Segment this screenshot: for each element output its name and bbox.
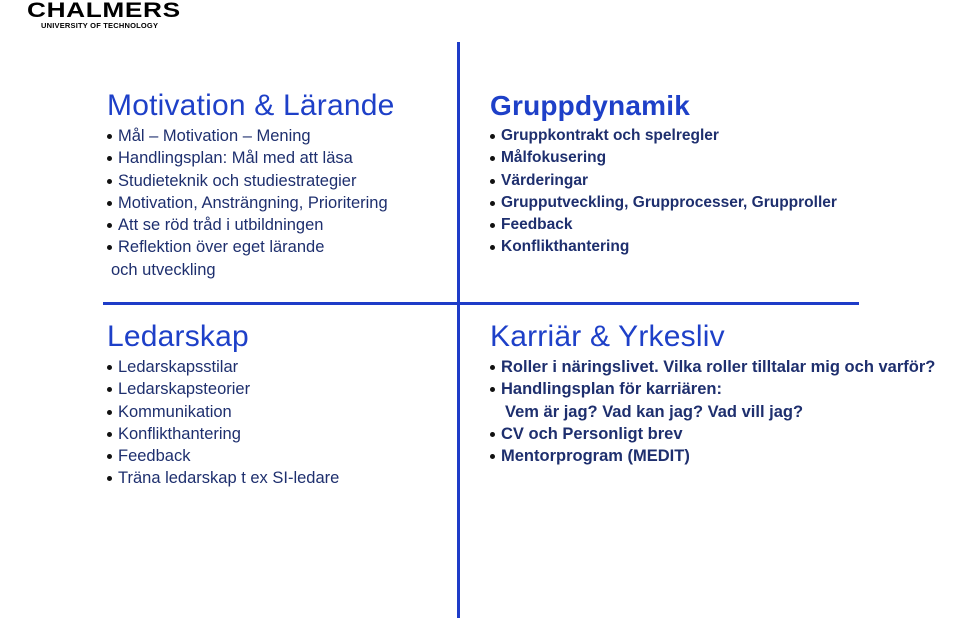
quadrant-title: Ledarskap: [107, 320, 249, 353]
horizontal-divider: [103, 302, 859, 305]
list-item: Handlingsplan: Mål med att läsa: [107, 147, 395, 169]
list-item: Ledarskapsstilar: [107, 356, 339, 378]
quadrant-title: Gruppdynamik: [490, 90, 690, 121]
vertical-divider: [457, 42, 460, 618]
quadrant-motivation: [107, 89, 395, 281]
list-item: Roller i näringslivet. Vilka roller tilltalar mig och varför?: [490, 356, 935, 378]
quadrant-title: Motivation & Lärande: [107, 89, 395, 122]
bullet-list: [107, 125, 395, 281]
quadrant-gruppdynamik: [490, 89, 837, 259]
list-item: CV och Personligt brev: [490, 423, 935, 445]
list-item: Mentorprogram (MEDIT): [490, 445, 935, 467]
list-item: Konflikthantering: [107, 423, 339, 445]
list-item: Feedback: [490, 214, 837, 236]
bullet-list: [107, 356, 339, 490]
quadrant-karriar: [490, 320, 935, 467]
list-item: Värderingar: [490, 170, 837, 192]
list-item-continuation: och utveckling: [111, 260, 216, 279]
list-item: Feedback: [107, 445, 339, 467]
list-item: Studieteknik och studiestrategier: [107, 170, 395, 192]
list-item: Mål – Motivation – Mening: [107, 125, 395, 147]
logo-wordmark: CHALMERS: [27, 0, 181, 22]
quadrant-ledarskap: [107, 320, 339, 490]
chalmers-logo: [27, 0, 181, 30]
list-item: Att se röd tråd i utbildningen: [107, 214, 395, 236]
list-item: Konflikthantering: [490, 236, 837, 258]
list-item: Reflektion över eget lärande: [107, 236, 395, 258]
bullet-list: [490, 125, 837, 259]
list-item: Ledarskapsteorier: [107, 378, 339, 400]
list-item-continuation: Vem är jag? Vad kan jag? Vad vill jag?: [505, 402, 804, 421]
logo-subtitle: UNIVERSITY OF TECHNOLOGY: [41, 21, 159, 30]
list-item: Träna ledarskap t ex SI-ledare: [107, 467, 339, 489]
list-item: Grupputveckling, Grupprocesser, Grupproller: [490, 192, 837, 214]
list-item: Motivation, Ansträngning, Prioritering: [107, 192, 395, 214]
list-item: Målfokusering: [490, 147, 837, 169]
list-item: Kommunikation: [107, 401, 339, 423]
bullet-list: [490, 356, 935, 467]
list-item: Handlingsplan för karriären:: [490, 378, 935, 400]
list-item: Gruppkontrakt och spelregler: [490, 125, 837, 147]
quadrant-title: Karriär & Yrkesliv: [490, 320, 725, 353]
